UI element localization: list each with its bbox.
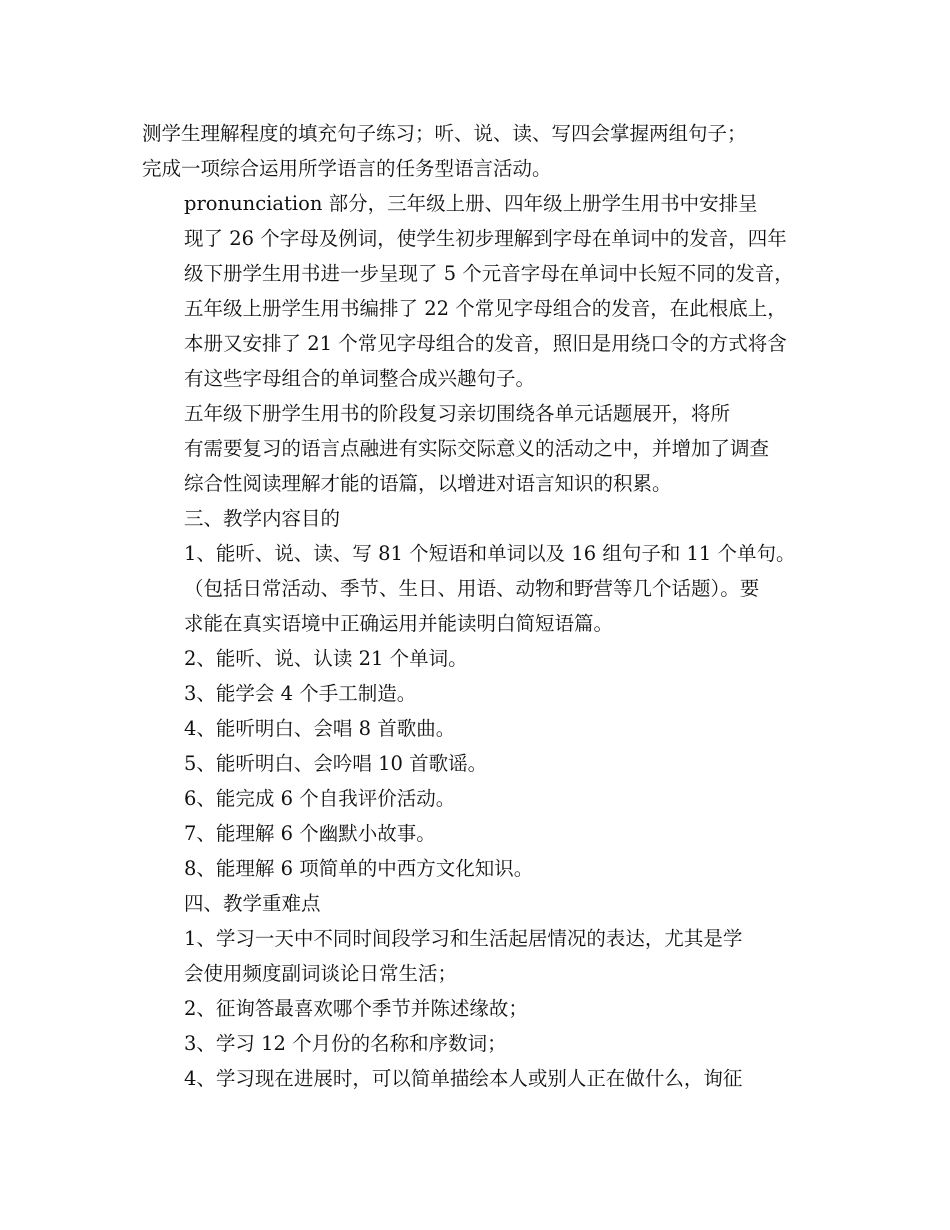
text-line: 3、能学会 4 个手工制造。	[184, 682, 417, 705]
paragraph	[142, 1061, 832, 1096]
text-line: 三、教学内容目的	[184, 507, 341, 530]
text-line: 综合性阅读理解才能的语篇，以增进对语言知识的积累。	[184, 472, 672, 495]
text-line: 1、能听、说、读、写 81 个短语和单词以及 16 组句子和 11 个单句。	[184, 542, 796, 565]
text-line: 现了 26 个字母及例词，使学生初步理解到字母在单词中的发音，四年	[184, 227, 787, 250]
paragraph	[142, 816, 832, 851]
text-line: 有这些字母组合的单词整合成兴趣句子。	[184, 367, 536, 390]
text-line: 1、学习一天中不同时间段学习和生活起居情况的表达，尤其是学	[184, 927, 743, 950]
text-line: 7、能理解 6 个幽默小故事。	[184, 822, 436, 845]
paragraph	[142, 536, 832, 641]
text-line: 3、学习 12 个月份的名称和序数词；	[184, 1032, 507, 1055]
text-line: 级下册学生用书进一步呈现了 5 个元音字母在单词中长短不同的发音，	[184, 262, 794, 285]
document-body	[142, 116, 832, 1096]
text-line: 4、学习现在进展时，可以简单描绘本人或别人正在做什么，询征	[184, 1067, 743, 1090]
text-line: 求能在真实语境中正确运用并能读明白简短语篇。	[184, 612, 614, 635]
paragraph	[142, 116, 832, 186]
paragraph	[142, 676, 832, 711]
paragraph	[142, 396, 832, 501]
paragraph	[142, 501, 832, 536]
text-line: 4、能听明白、会唱 8 首歌曲。	[184, 717, 456, 740]
text-line: pronunciation 部分，三年级上册、四年级上册学生用书中安排呈	[184, 192, 758, 215]
text-line: 本册又安排了 21 个常见字母组合的发音，照旧是用绕口令的方式将含	[184, 332, 787, 355]
text-line: 5、能听明白、会吟唱 10 首歌谣。	[184, 752, 488, 775]
text-line: 2、征询答最喜欢哪个季节并陈述缘故；	[184, 997, 528, 1020]
text-line: 完成一项综合运用所学语言的任务型语言活动。	[142, 157, 552, 180]
paragraph	[142, 886, 832, 921]
text-line: 8、能理解 6 项简单的中西方文化知识。	[184, 857, 534, 880]
paragraph	[142, 186, 832, 396]
paragraph	[142, 781, 832, 816]
paragraph	[142, 921, 832, 991]
text-line: 6、能完成 6 个自我评价活动。	[184, 787, 456, 810]
paragraph	[142, 641, 832, 676]
paragraph	[142, 851, 832, 886]
paragraph	[142, 1026, 832, 1061]
paragraph	[142, 711, 832, 746]
text-line: 2、能听、说、认读 21 个单词。	[184, 647, 468, 670]
paragraph	[142, 991, 832, 1026]
text-line: 测学生理解程度的填充句子练习；听、说、读、写四会掌握两组句子；	[142, 122, 747, 145]
text-line: 五年级下册学生用书的阶段复习亲切围绕各单元话题展开，将所	[184, 402, 731, 425]
text-line: 有需要复习的语言点融进有实际交际意义的活动之中，并增加了调查	[184, 437, 770, 460]
paragraph	[142, 746, 832, 781]
text-line: 会使用频度副词谈论日常生活；	[184, 962, 458, 985]
text-line: 五年级上册学生用书编排了 22 个常见字母组合的发音，在此根底上，	[184, 297, 787, 320]
text-line: 四、教学重难点	[184, 892, 321, 915]
text-line: （包括日常活动、季节、生日、用语、动物和野营等几个话题）。要	[184, 577, 760, 600]
